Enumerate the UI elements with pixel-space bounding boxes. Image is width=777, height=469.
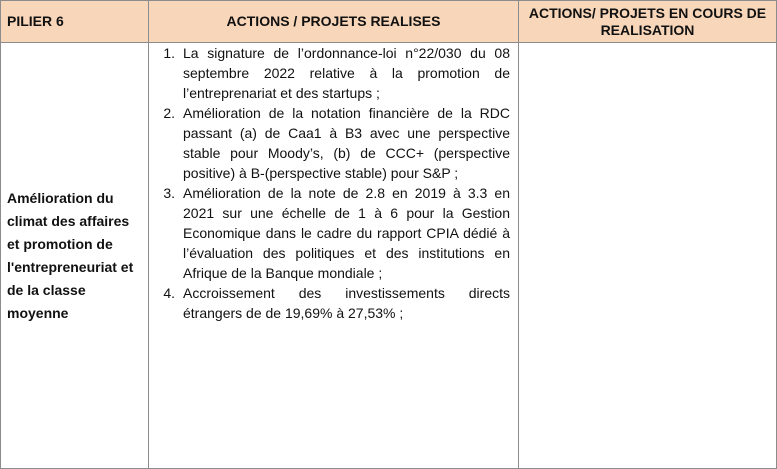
list-item [149, 283, 510, 323]
actions-cell [149, 43, 519, 469]
list-item [149, 183, 510, 283]
header-pilier: PILIER 6 [1, 1, 149, 43]
list-item-number: 3. [163, 185, 175, 201]
list-item [149, 43, 510, 103]
pillar-title: Amélioration du climat des affaires et promotion de l'entrepreneuriat et de la classe moyenne [1, 43, 149, 469]
list-item-number: 4. [163, 285, 175, 301]
actions-list [149, 43, 510, 323]
list-item-number: 1. [163, 45, 175, 61]
list-item-text: Amélioration de la notation financière de la RDC passant (a) de Caa1 à B3 avec une perspective stable pour Moody’s, (b) de CCC+ (perspective positive) à B-(perspective stable) pour S&P ; [183, 105, 510, 181]
list-item-number: 2. [163, 105, 175, 121]
list-item-text: Amélioration de la note de 2.8 en 2019 à 3.3 en 2021 sur une échelle de 1 à 6 pour la Gestion Economique dans le cadre du rapport CPIA dédié à l’évaluation des politiques et des institutions en Afrique de la Banque mondiale ; [183, 185, 510, 281]
table-row [1, 43, 777, 469]
list-item-text: Accroissement des investissements directs étrangers de de 19,69% à 27,53% ; [183, 285, 510, 321]
header-row [1, 1, 777, 43]
en-cours-cell [519, 43, 777, 469]
list-item [149, 103, 510, 183]
header-actions-en-cours: ACTIONS/ PROJETS EN COURS DE REALISATION [519, 1, 777, 43]
list-item-text: La signature de l’ordonnance-loi n°22/030 du 08 septembre 2022 relative à la promotion de l’entreprenariat et des startups ; [183, 45, 510, 101]
header-actions-realises: ACTIONS / PROJETS REALISES [149, 1, 519, 43]
